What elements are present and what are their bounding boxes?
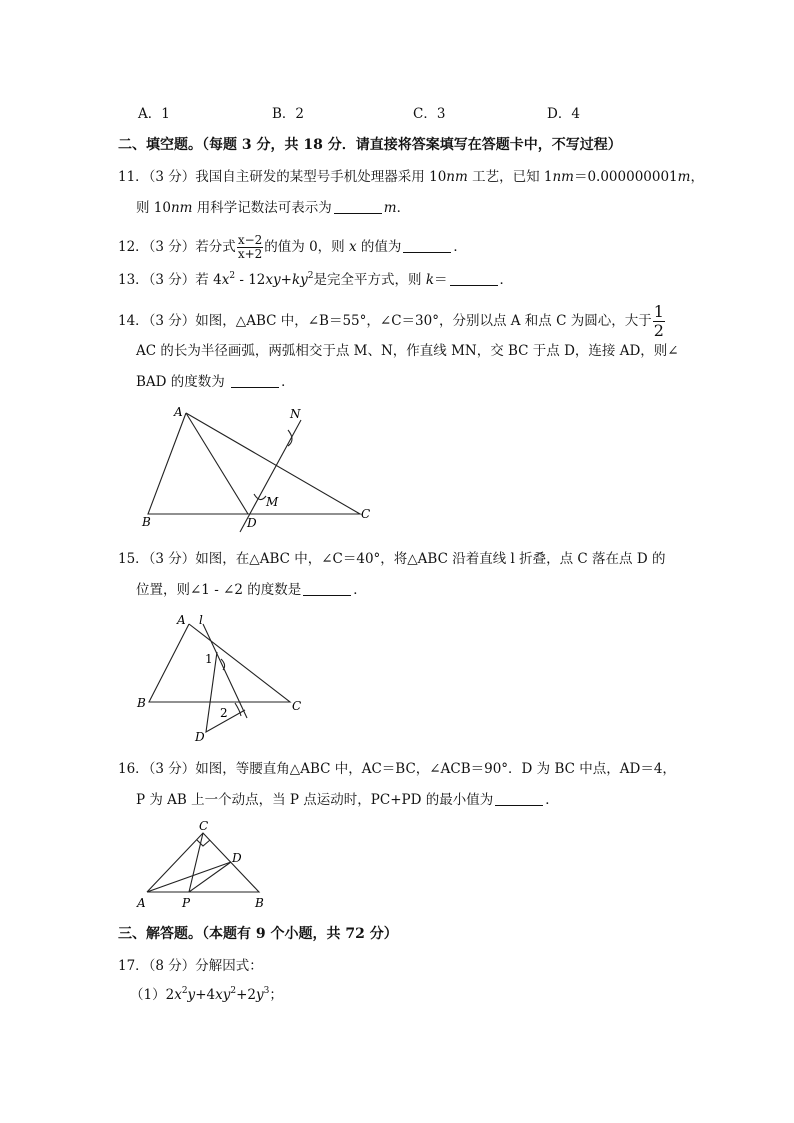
q14-line1: 14．（3 分）如图，△ABC 中，∠B＝55°，∠C＝30°，分别以点 A 和点 C 为圆心，大于 $\frac{1}{2}$ <box>118 302 664 340</box>
q17-part1: $(1)2x^2y+4xy^2+2y^3$； <box>130 986 283 1003</box>
triangle-abc <box>147 833 259 892</box>
q12: 12．（3 分）若分式 $\frac{x-2}{x+2}$ 的值为 0，则 x 的值为 ． <box>118 233 467 261</box>
q16-line2: P 为 AB 上一个动点，当 P 点运动时，PC+PD 的最小值为 ． <box>136 792 559 808</box>
answer-blank <box>450 271 498 286</box>
fraction: $\frac{x-2}{x+2}$ <box>237 233 263 261</box>
triangle-abc <box>149 624 290 702</box>
label-a: A <box>174 405 183 419</box>
option-a: A．1 <box>138 106 170 122</box>
label-b: B <box>137 696 146 710</box>
label-d: D <box>232 851 242 865</box>
q17-title: 17．（8 分）分解因式： <box>118 958 263 974</box>
label-l: l <box>199 613 203 627</box>
segment-ad <box>186 413 248 514</box>
answer-blank <box>303 581 351 596</box>
answer-blank <box>231 373 279 388</box>
label-b: B <box>255 896 264 910</box>
option-c: C．3 <box>413 106 446 122</box>
q16-line1: 16．（3 分）如图，等腰直角△ABC 中，AC＝BC，∠ACB＝90°．D 为 BC 中点，AD＝4， <box>118 761 676 777</box>
label-d: D <box>247 516 257 530</box>
q14-figure <box>130 400 380 535</box>
label-angle-1: 1 <box>205 652 213 666</box>
label-m: M <box>266 495 279 509</box>
fraction-half: $\frac{1}{2}$ <box>653 302 664 340</box>
q15-line2: 位置，则∠1 - ∠2 的度数是 ． <box>136 582 367 598</box>
label-c: C <box>292 699 302 713</box>
answer-blank <box>403 238 451 253</box>
triangle-abc <box>148 413 360 514</box>
q11-line1: 11．（3 分）我国自主研发的某型号手机处理器采用 10nm 工艺，已知 1nm＝0.000000001m， <box>118 169 704 185</box>
q15-line1: 15．（3 分）如图，在△ABC 中，∠C＝40°，将△ABC 沿着直线 l 折叠，点 C 落在点 D 的 <box>118 551 666 567</box>
segment-ad <box>147 862 231 892</box>
label-p: P <box>182 896 191 910</box>
right-angle-mark <box>197 840 210 846</box>
q13: 13．（3 分）若 $4x^2 - 12xy+ky^2$是完全平方式，则 k＝ ． <box>118 271 513 288</box>
label-a: A <box>177 613 186 627</box>
section-3-title: 三、解答题。（本题有 9 个小题，共 72 分） <box>118 926 398 942</box>
label-n: N <box>290 407 301 421</box>
q14-line2: AC 的长为半径画弧，两弧相交于点 M、N，作直线 MN，交 BC 于点 D，连接 AD，则∠ <box>136 343 679 359</box>
section-2-title: 二、填空题。（每题 3 分，共 18 分．请直接将答案填写在答题卡中，不写过程） <box>118 137 622 153</box>
label-d: D <box>195 730 205 744</box>
option-d: D．4 <box>547 106 580 122</box>
q15-figure <box>133 610 313 745</box>
label-a: A <box>137 896 146 910</box>
answer-blank <box>334 199 382 214</box>
label-c: C <box>361 507 371 521</box>
label-angle-2: 2 <box>220 706 228 720</box>
q16-figure <box>133 816 273 911</box>
q14-line3: BAD 的度数为 ． <box>136 374 295 390</box>
q11-line2: 则 10nm 用科学记数法可表示为 m． <box>136 200 411 216</box>
label-c: C <box>199 819 209 833</box>
answer-blank <box>495 791 543 806</box>
label-b: B <box>142 515 151 529</box>
option-b: B．2 <box>272 106 305 122</box>
